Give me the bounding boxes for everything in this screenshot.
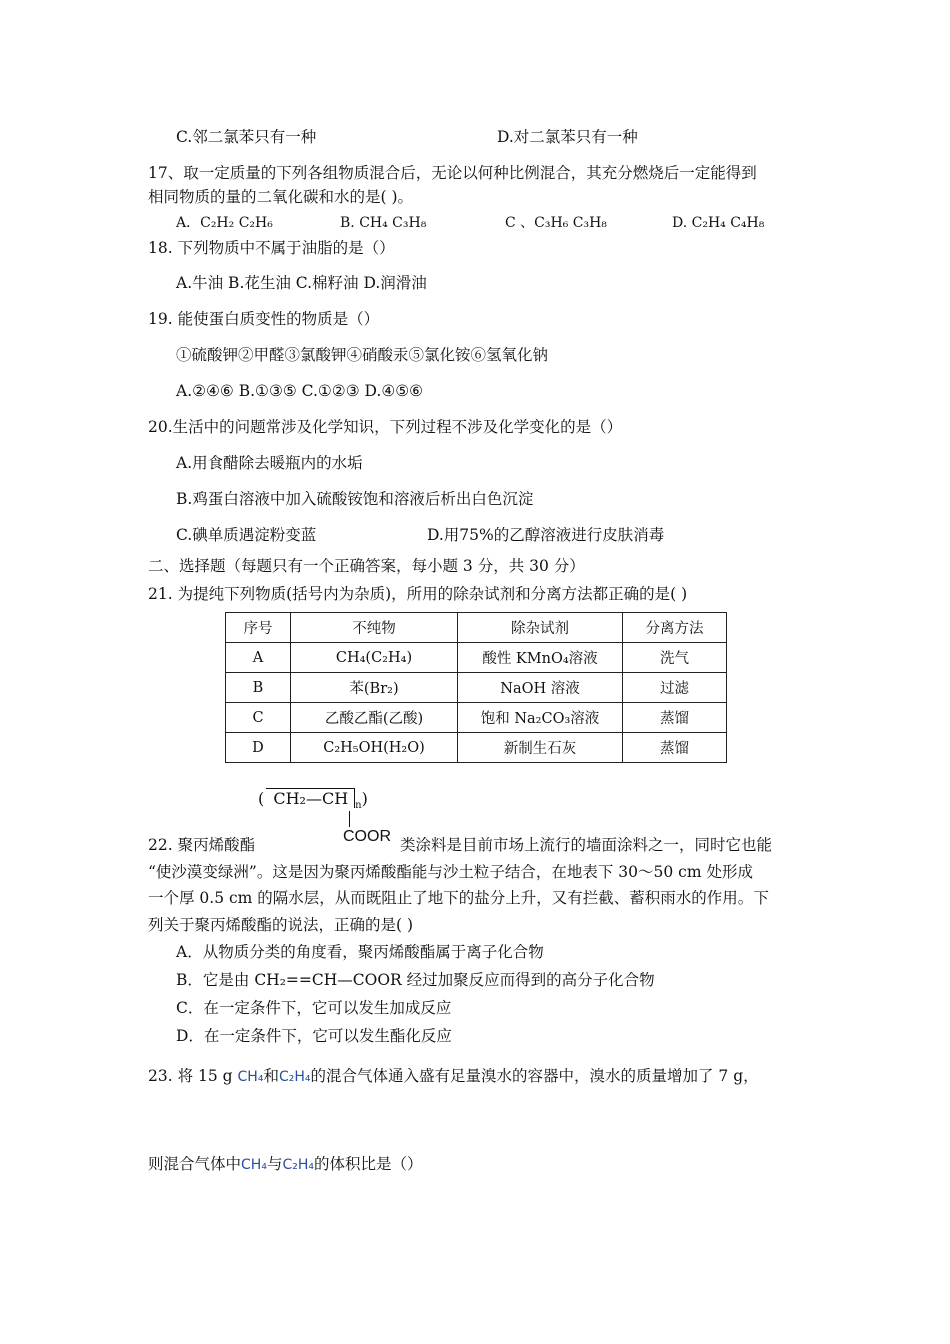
q23-text: 的混合气体通入盛有足量溴水的容器中，溴水的质量增加了 7 g， — [310, 1067, 759, 1085]
q17-stem-line1: 17、取一定质量的下列各组物质混合后，无论以何种比例混合，其充分燃烧后一定能得到 — [148, 164, 757, 182]
q22-stem-line4: 列关于聚丙烯酸酯的说法，正确的是( ) — [148, 916, 414, 934]
table-cell: CH₄(C₂H₄) — [291, 643, 458, 673]
q18-stem: 18. 下列物质中不属于油脂的是（） — [148, 239, 395, 257]
table-cell: 蒸馏 — [623, 733, 727, 763]
formula-bracket-close: ) — [361, 789, 368, 808]
table-cell: 洗气 — [623, 643, 727, 673]
formula-c2h4: C₂H₄ — [282, 1157, 314, 1173]
q20-stem: 20.生活中的问题常涉及化学知识，下列过程不涉及化学变化的是（） — [148, 418, 623, 436]
q23-stem-line2 — [148, 1154, 423, 1175]
q22-option-d: D．在一定条件下，它可以发生酯化反应 — [176, 1027, 452, 1045]
table-row — [226, 643, 727, 673]
purification-table — [225, 612, 727, 763]
q22-option-a: A．从物质分类的角度看，聚丙烯酸酯属于离子化合物 — [176, 943, 544, 961]
table-cell: A — [226, 643, 291, 673]
table-header-cell: 分离方法 — [623, 613, 727, 643]
q17-option-b: B. CH₄ C₃H₈ — [340, 215, 427, 231]
q22-stem-line2: “使沙漠变绿洲”。这是因为聚丙烯酸酯能与沙土粒子结合，在地表下 30～50 cm 处形成 — [148, 863, 753, 881]
table-row — [226, 703, 727, 733]
q20-option-a: A.用食醋除去暖瓶内的水垢 — [176, 454, 363, 472]
q16-option-d: D.对二氯苯只有一种 — [497, 128, 638, 146]
q22-option-c: C．在一定条件下，它可以发生加成反应 — [176, 999, 452, 1017]
q23-stem-line1 — [148, 1066, 759, 1087]
q19-items: ①硫酸钾②甲醛③氯酸钾④硝酸汞⑤氯化铵⑥氢氧化钠 — [176, 346, 549, 364]
q17-option-a: A．C₂H₂ C₂H₆ — [176, 215, 273, 231]
table-row — [226, 733, 727, 763]
formula-bracket-open: ( — [258, 789, 265, 808]
table-cell: D — [226, 733, 291, 763]
table-cell: 新制生石灰 — [458, 733, 623, 763]
q22-option-b: B．它是由 CH₂==CH—COOR 经过加聚反应而得到的高分子化合物 — [176, 971, 655, 989]
q17-stem-line2: 相同物质的量的二氧化碳和水的是( )。 — [148, 188, 414, 206]
q18-options: A.牛油 B.花生油 C.棉籽油 D.润滑油 — [176, 274, 427, 292]
table-header-cell: 除杂试剂 — [458, 613, 623, 643]
formula-c2h4: C₂H₄ — [278, 1069, 311, 1085]
q20-option-c: C.碘单质遇淀粉变蓝 — [176, 526, 317, 544]
table-cell: 过滤 — [623, 673, 727, 703]
table-header-cell: 不纯物 — [291, 613, 458, 643]
q23-text: 则混合气体中 — [148, 1155, 242, 1173]
table-cell: 酸性 KMnO₄溶液 — [458, 643, 623, 673]
table-cell: NaOH 溶液 — [458, 673, 623, 703]
formula-bond-line — [349, 811, 350, 827]
formula-ch4: CH₄ — [241, 1157, 267, 1173]
q17-option-c: C 、C₃H₆ C₃H₈ — [505, 215, 607, 231]
q20-option-d: D.用75%的乙醇溶液进行皮肤消毒 — [427, 526, 665, 544]
table-cell: 苯(Br₂) — [291, 673, 458, 703]
q22-stem-start: 22. 聚丙烯酸酯 — [148, 836, 256, 854]
table-header-cell: 序号 — [226, 613, 291, 643]
q22-stem-line3: 一个厚 0.5 cm 的隔水层，从而既阻止了地下的盐分上升，又有拦截、蓄积雨水的作用。下 — [148, 889, 769, 907]
table-cell: 乙酸乙酯(乙酸) — [291, 703, 458, 733]
q19-stem: 19. 能使蛋白质变性的物质是（） — [148, 310, 380, 328]
q16-option-c: C.邻二氯苯只有一种 — [176, 128, 317, 146]
table-row — [226, 673, 727, 703]
q22-stem-line1: 类涂料是目前市场上流行的墙面涂料之一，同时它也能 — [400, 836, 773, 854]
q23-text: 与 — [266, 1155, 283, 1173]
table-header-row — [226, 613, 727, 643]
q23-text: 23. 将 15 g — [148, 1067, 233, 1085]
table-cell: 蒸馏 — [623, 703, 727, 733]
table-cell: C — [226, 703, 291, 733]
section-heading: 二、选择题（每题只有一个正确答案，每小题 3 分，共 30 分） — [148, 557, 585, 575]
q20-option-b: B.鸡蛋白溶液中加入硫酸铵饱和溶液后析出白色沉淀 — [176, 490, 534, 508]
formula-ch4: CH₄ — [237, 1069, 264, 1085]
formula-subscript-n: n — [355, 800, 362, 812]
formula-side-group: COOR — [343, 828, 391, 845]
q17-option-d: D. C₂H₄ C₄H₈ — [672, 215, 765, 231]
q23-text: 的体积比是（） — [313, 1155, 423, 1173]
polyacrylate-formula — [258, 788, 368, 811]
q21-stem: 21. 为提纯下列物质(括号内为杂质)，所用的除杂试剂和分离方法都正确的是( ) — [148, 585, 688, 603]
q23-text: 和 — [263, 1067, 279, 1085]
table-cell: 饱和 Na₂CO₃溶液 — [458, 703, 623, 733]
formula-repeat-unit: CH₂—CH — [273, 789, 349, 808]
q19-options: A.②④⑥ B.①③⑤ C.①②③ D.④⑤⑥ — [176, 382, 424, 400]
table-cell: C₂H₅OH(H₂O) — [291, 733, 458, 763]
table-cell: B — [226, 673, 291, 703]
